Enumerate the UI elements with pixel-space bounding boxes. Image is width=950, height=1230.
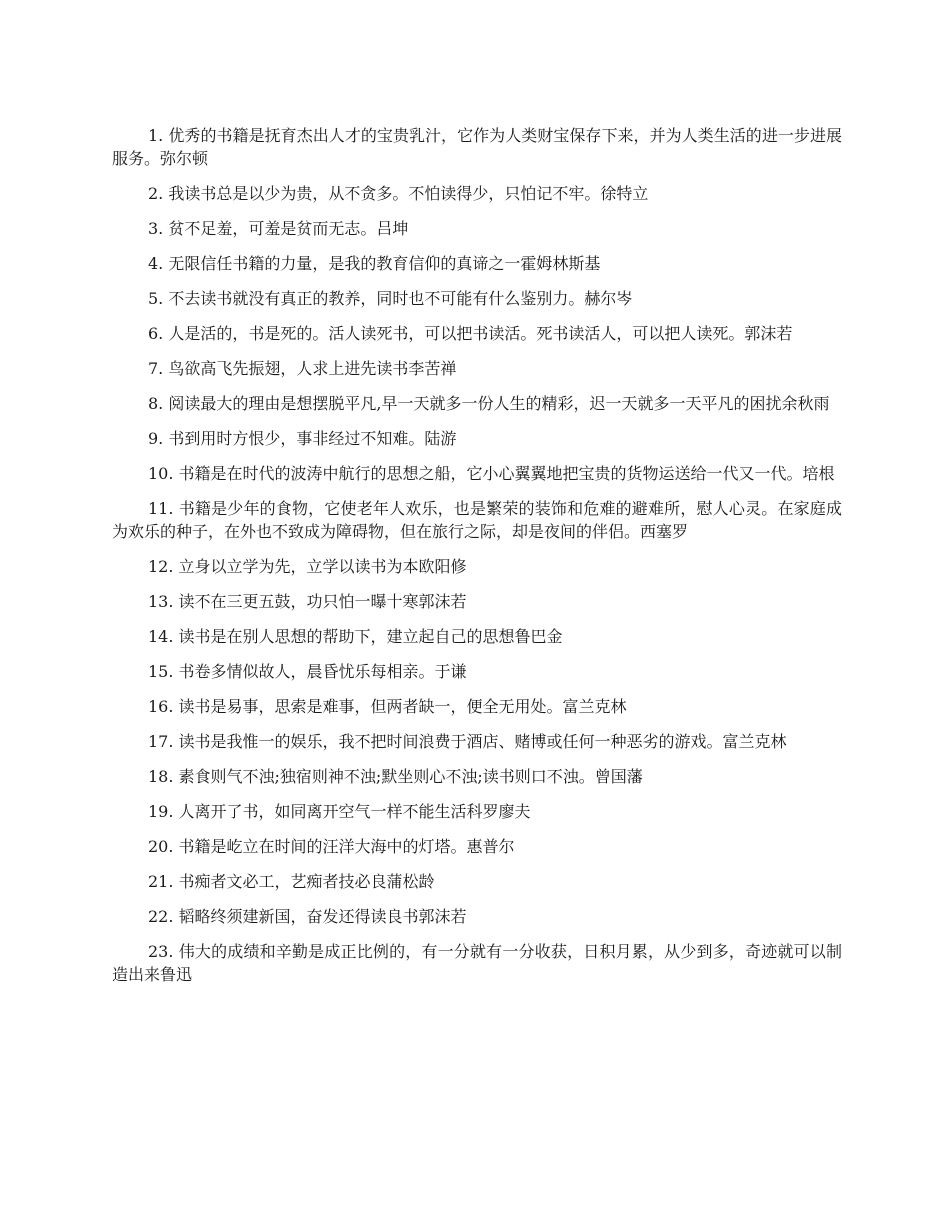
quote-paragraph: 9. 书到用时方恨少，事非经过不知难。陆游 bbox=[148, 429, 457, 448]
quote-paragraph: 16. 读书是易事，思索是难事，但两者缺一，便全无用处。富兰克林 bbox=[148, 697, 627, 716]
quote-paragraph: 7. 鸟欲高飞先振翅，人求上进先读书李苦禅 bbox=[148, 359, 457, 378]
quote-paragraph: 6. 人是活的，书是死的。活人读死书，可以把书读活。死书读活人，可以把人读死。郭沫若 bbox=[148, 324, 793, 343]
quote-paragraph: 8. 阅读最大的理由是想摆脱平凡,早一天就多一份人生的精彩，迟一天就多一天平凡的困扰余秋雨 bbox=[148, 394, 830, 413]
quote-paragraph: 22. 韬略终须建新国，奋发还得读良书郭沫若 bbox=[148, 907, 467, 926]
quote-paragraph: 18. 素食则气不浊;独宿则神不浊;默坐则心不浊;读书则口不浊。曾国藩 bbox=[148, 767, 643, 786]
quote-paragraph: 2. 我读书总是以少为贵，从不贪多。不怕读得少，只怕记不牢。徐特立 bbox=[148, 184, 649, 203]
quote-paragraph: 1. 优秀的书籍是抚育杰出人才的宝贵乳汁，它作为人类财宝保存下来，并为人类生活的进一步进展服务。弥尔顿 bbox=[112, 126, 842, 168]
quote-paragraph: 23. 伟大的成绩和辛勤是成正比例的，有一分就有一分收获，日积月累，从少到多，奇迹就可以制造出来鲁迅 bbox=[112, 942, 842, 984]
quote-paragraph: 17. 读书是我惟一的娱乐，我不把时间浪费于酒店、赌博或任何一种恶劣的游戏。富兰克林 bbox=[148, 732, 787, 751]
quote-paragraph: 13. 读不在三更五鼓，功只怕一曝十寒郭沫若 bbox=[148, 592, 467, 611]
quote-paragraph: 10. 书籍是在时代的波涛中航行的思想之船，它小心翼翼地把宝贵的货物运送给一代又一代。培根 bbox=[148, 464, 835, 483]
quote-paragraph: 12. 立身以立学为先，立学以读书为本欧阳修 bbox=[148, 557, 467, 576]
quote-paragraph: 11. 书籍是少年的食物，它使老年人欢乐，也是繁荣的装饰和危难的避难所，慰人心灵。在家庭成为欢乐的种子，在外也不致成为障碍物，但在旅行之际，却是夜间的伴侣。西塞罗 bbox=[112, 499, 842, 541]
quote-paragraph: 21. 书痴者文必工，艺痴者技必良蒲松龄 bbox=[148, 872, 435, 891]
quote-paragraph: 19. 人离开了书，如同离开空气一样不能生活科罗廖夫 bbox=[148, 802, 531, 821]
quote-paragraph: 14. 读书是在别人思想的帮助下，建立起自己的思想鲁巴金 bbox=[148, 627, 563, 646]
quote-paragraph: 5. 不去读书就没有真正的教养，同时也不可能有什么鉴别力。赫尔岑 bbox=[148, 289, 633, 308]
quote-paragraph: 4. 无限信任书籍的力量，是我的教育信仰的真谛之一霍姆林斯基 bbox=[148, 254, 601, 273]
quote-paragraph: 15. 书卷多情似故人，晨昏忧乐每相亲。于谦 bbox=[148, 662, 467, 681]
quote-paragraph: 3. 贫不足羞，可羞是贫而无志。吕坤 bbox=[148, 219, 409, 238]
quote-paragraph: 20. 书籍是屹立在时间的汪洋大海中的灯塔。惠普尔 bbox=[148, 837, 515, 856]
